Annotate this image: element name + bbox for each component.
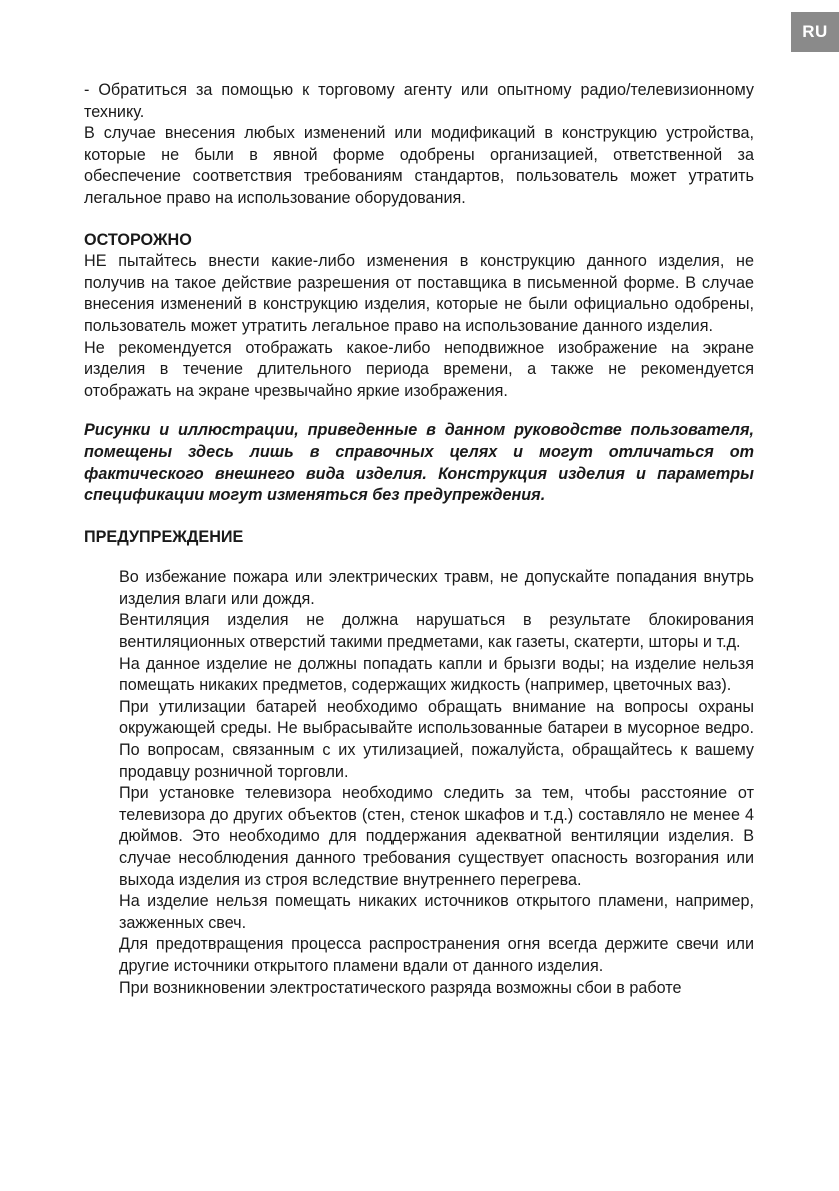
intro-paragraph-2: В случае внесения любых изменений или модификаций в конструкцию устройства, которые не были в явной форме одобрены организацией, ответственной за обеспечение соответствия требованиям стандартов, пользователь может утратить легальное право на использование оборудования. (84, 124, 754, 207)
warning-item: Во избежание пожара или электрических травм, не допускайте попадания внутрь изделия влаги или дождя. (119, 568, 754, 608)
warning-item: На данное изделие не должны попадать капли и брызги воды; на изделие нельзя помещать никаких предметов, содержащих жидкость (например, цветочных ваз). (119, 654, 754, 695)
illustration-notice: Рисунки и иллюстрации, приведенные в данном руководстве пользователя, помещены здесь лишь в справочных целях и могут отличаться от фактического внешнего вида изделия. Конструкция изделия и параметры спецификации могут изменяться без предупреждения. (84, 421, 754, 505)
warning-item: На изделие нельзя помещать никаких источников открытого пламени, например, зажженных свеч. (119, 892, 754, 932)
warning-item: Для предотвращения процесса распространения огня всегда держите свечи или другие источники открытого пламени вдали от данного изделия. (119, 935, 754, 975)
caution-heading: ОСТОРОЖНО (84, 230, 192, 249)
intro-paragraph-1: - Обратиться за помощью к торговому агенту или опытному радио/телевизионному технику. (84, 81, 754, 121)
language-tab: RU (791, 12, 839, 52)
page-content (84, 80, 754, 999)
warning-list (84, 567, 754, 999)
caution-paragraph-2: Не рекомендуется отображать какое-либо неподвижное изображение на экране изделия в течение длительного периода времени, а также не рекомендуется отображать на экране чрезвычайно яркие изображения. (84, 338, 754, 400)
warning-item: Вентиляция изделия не должна нарушаться в результате блокирования вентиляционных отверстий такими предметами, как газеты, скатерти, шторы и т.д. (119, 611, 754, 652)
warning-item: При установке телевизора необходимо следить за тем, чтобы расстояние от телевизора до других объектов (стен, стенок шкафов и т.д.) составляло не менее 4 дюймов. Это необходимо для поддержания адекватной вентиляции изделия. В случае несоблюдения данного требования существует опасность возгорания или выхода изделия из строя вследствие внутреннего перегрева. (119, 784, 754, 889)
warning-item: При утилизации батарей необходимо обращать внимание на вопросы охраны окружающей среды. Не выбрасывайте использованные батареи в мусорное ведро. По вопросам, связанным с их утилизацией, пожалуйста, обращайтесь к вашему продавцу розничной торговли. (119, 697, 754, 781)
warning-heading: ПРЕДУПРЕЖДЕНИЕ (84, 527, 244, 546)
warning-item: При возникновении электростатического разряда возможны сбои в работе (119, 978, 682, 997)
caution-paragraph-1: НЕ пытайтесь внести какие-либо изменения в конструкцию данного изделия, не получив на такое действие разрешения от поставщика в письменной форме. В случае внесения изменений в конструкцию изделия, которые не были официально одобрены, пользователь может утратить легальное право на использование данного изделия. (84, 252, 754, 335)
